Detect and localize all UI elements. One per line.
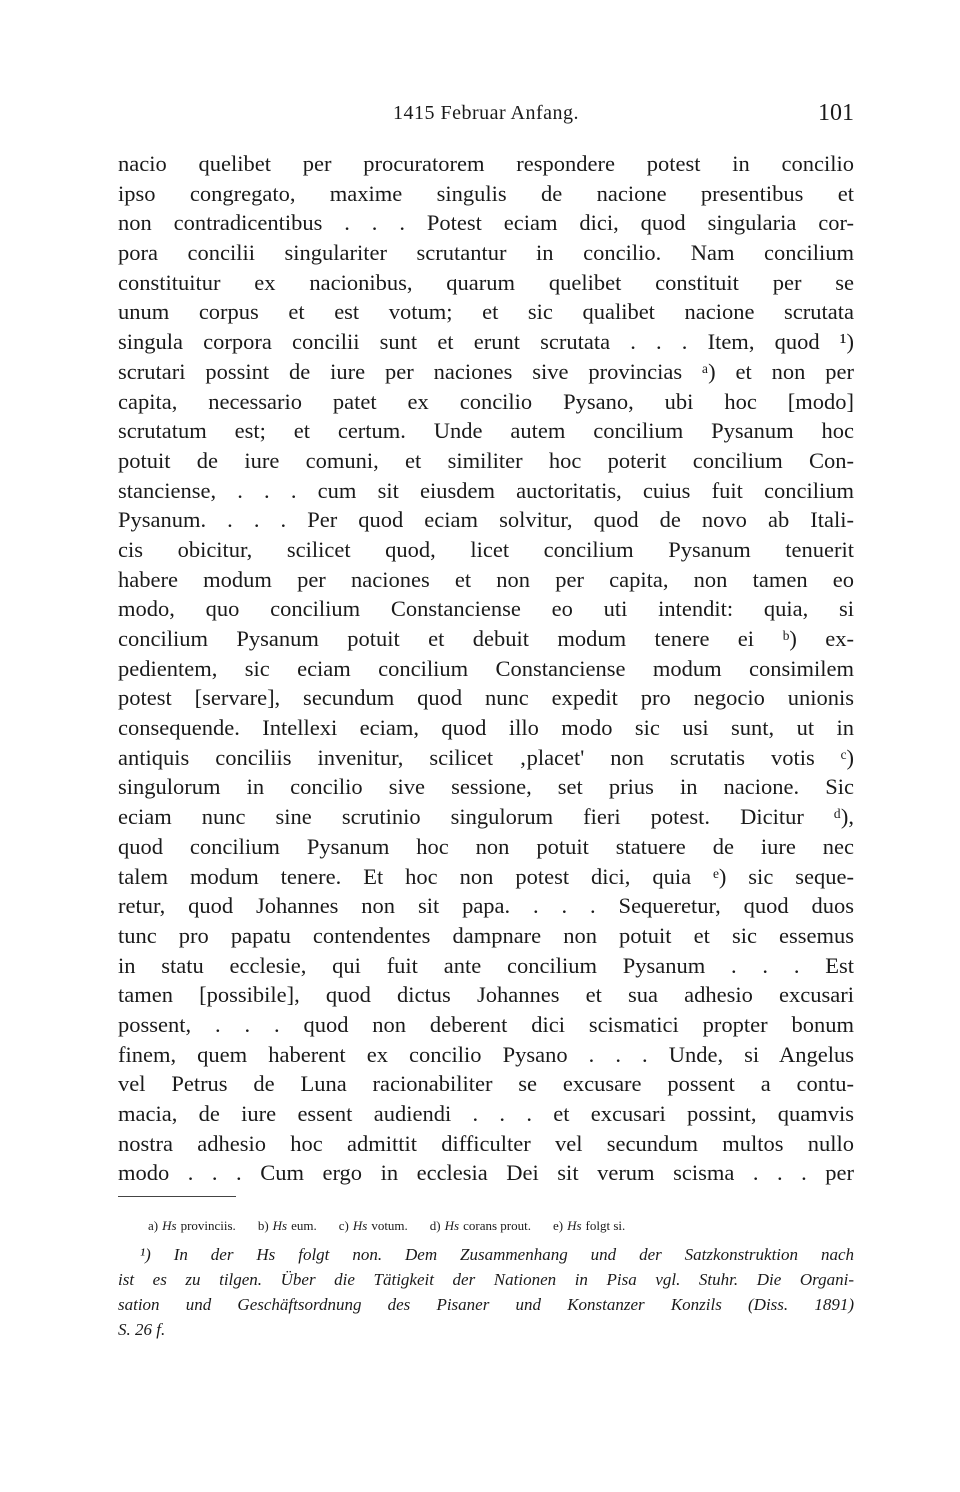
text-line: nacio quelibet per procuratorem respondere potest in concilio — [118, 151, 854, 176]
page-header — [118, 100, 854, 130]
apparatus-source: Hs — [352, 1218, 368, 1233]
text-line: finem, quem haberent ex concilio Pysano . . . Unde, si Angelus — [118, 1041, 854, 1067]
apparatus-reading: eum. — [291, 1218, 317, 1233]
text-line: singulorum in concilio sive sessione, set prius in nacione. Sic — [118, 774, 854, 800]
text-line: potuit de iure comuni, et similiter hoc poterit concilium Con- — [118, 447, 854, 473]
text-line: tunc pro papatu contendentes dampnare non potuit et sic essemus — [118, 922, 854, 948]
apparatus-entry — [339, 1218, 408, 1233]
apparatus-mark: c) — [338, 1218, 349, 1233]
text-line: potest [servare], secundum quod nunc expedit pro negocio unionis — [118, 685, 854, 711]
page-number: 101 — [818, 100, 854, 126]
apparatus-mark: b) — [257, 1218, 269, 1233]
text-line: capita, necessario patet ex concilio Pysano, ubi hoc [modo] — [118, 388, 854, 414]
apparatus-source: Hs — [162, 1218, 177, 1233]
apparatus-entry — [258, 1218, 317, 1233]
text-line: quod concilium Pysanum hoc non potuit statuere de iure nec — [118, 833, 854, 859]
text-line: singula corpora concilii sunt et erunt scrutata . . . Item, quod ¹) — [118, 329, 854, 355]
apparatus-mark: d) — [429, 1218, 441, 1233]
apparatus-mark: a) — [148, 1218, 159, 1233]
footnote-line: ¹) In der Hs folgt non. Dem Zusammenhang und der Satzkonstruktion nach — [140, 1245, 854, 1264]
text-line: consequende. Intellexi eciam, quod illo modo sic usi sunt, ut in — [118, 715, 854, 741]
apparatus-entry — [553, 1218, 625, 1233]
text-line: nostra adhesio hoc admittit difficulter vel secundum multos nullo — [118, 1130, 854, 1156]
apparatus-reading: folgt si. — [585, 1218, 626, 1233]
footnote-line: ist es zu tilgen. Über die Tätigkeit der Nationen in Pisa vgl. Stuhr. Die Organi- — [118, 1270, 854, 1289]
apparatus-reading: provinciis. — [180, 1218, 236, 1233]
apparatus-source: Hs — [444, 1218, 460, 1233]
apparatus-entry — [430, 1218, 531, 1233]
text-line: eciam nunc sine scrutinio singulorum fieri potest. Dicitur ᵈ), — [118, 804, 854, 830]
apparatus-source: Hs — [567, 1218, 582, 1233]
text-line: concilium Pysanum potuit et debuit modum tenere ei ᵇ) ex- — [118, 626, 854, 651]
text-line: ipso congregato, maxime singulis de nacione presentibus et — [118, 180, 854, 206]
text-line: scrutatum est; et certum. Unde autem concilium Pysanum hoc — [118, 418, 854, 444]
apparatus-reading: corans prout. — [463, 1218, 531, 1233]
text-line: constituitur ex nacionibus, quarum quelibet constituit per se — [118, 269, 854, 295]
running-head: 1415 Februar Anfang. — [392, 102, 580, 124]
text-line: pora concilii singulariter scrutantur in concilio. Nam concilium — [118, 240, 854, 266]
footnote-line: S. 26 f. — [118, 1320, 166, 1339]
text-line: retur, quod Johannes non sit papa. . . . Sequeretur, quod duos — [118, 893, 854, 919]
text-line: talem modum tenere. Et hoc non potest dici, quia ᵉ) sic seque- — [118, 863, 854, 889]
text-line: modo, quo concilium Constanciense eo uti intendit: quia, si — [118, 596, 854, 622]
text-line: possent, . . . quod non deberent dici scismatici propter bonum — [118, 1011, 854, 1037]
text-line: macia, de iure essent audiendi . . . et excusari possint, quamvis — [118, 1101, 854, 1126]
text-line: antiquis conciliis invenitur, scilicet ‚placet' non scrutatis votis ᶜ) — [118, 744, 854, 770]
apparatus-reading: votum. — [371, 1218, 408, 1233]
text-line: Pysanum. . . . Per quod eciam solvitur, quod de novo ab Itali- — [118, 507, 854, 533]
text-line: in statu ecclesie, qui fuit ante concilium Pysanum . . . Est — [118, 952, 854, 978]
main-text — [118, 149, 854, 1188]
text-line: scrutari possint de iure per naciones sive provincias ᵃ) et non per — [118, 358, 854, 384]
text-line: pedientem, sic eciam concilium Constanciense modum consimilem — [118, 655, 854, 681]
apparatus-source: Hs — [272, 1218, 288, 1233]
apparatus-mark: e) — [552, 1218, 564, 1233]
footnote-separator — [118, 1196, 236, 1197]
critical-apparatus — [148, 1218, 848, 1234]
text-line: stanciense, . . . cum sit eiusdem auctoritatis, cuius fuit concilium — [118, 477, 854, 503]
footnotes — [118, 1242, 854, 1342]
footnote-line: sation und Geschäftsordnung des Pisaner und Konstanzer Konzils (Diss. 1891) — [118, 1295, 854, 1314]
apparatus-entry — [148, 1218, 236, 1233]
text-line: unum corpus et est votum; et sic qualibet nacione scrutata — [118, 299, 854, 325]
text-line: vel Petrus de Luna racionabiliter se excusare possent a contu- — [118, 1071, 854, 1097]
text-line: habere modum per naciones et non per capita, non tamen eo — [118, 566, 854, 592]
text-line: cis obicitur, scilicet quod, licet concilium Pysanum tenuerit — [118, 536, 854, 562]
text-line: non contradicentibus . . . Potest eciam dici, quod singularia cor- — [118, 210, 854, 236]
text-line: tamen [possibile], quod dictus Johannes et sua adhesio excusari — [118, 982, 854, 1008]
text-line: modo . . . Cum ergo in ecclesia Dei sit verum scisma . . . per — [118, 1160, 854, 1186]
